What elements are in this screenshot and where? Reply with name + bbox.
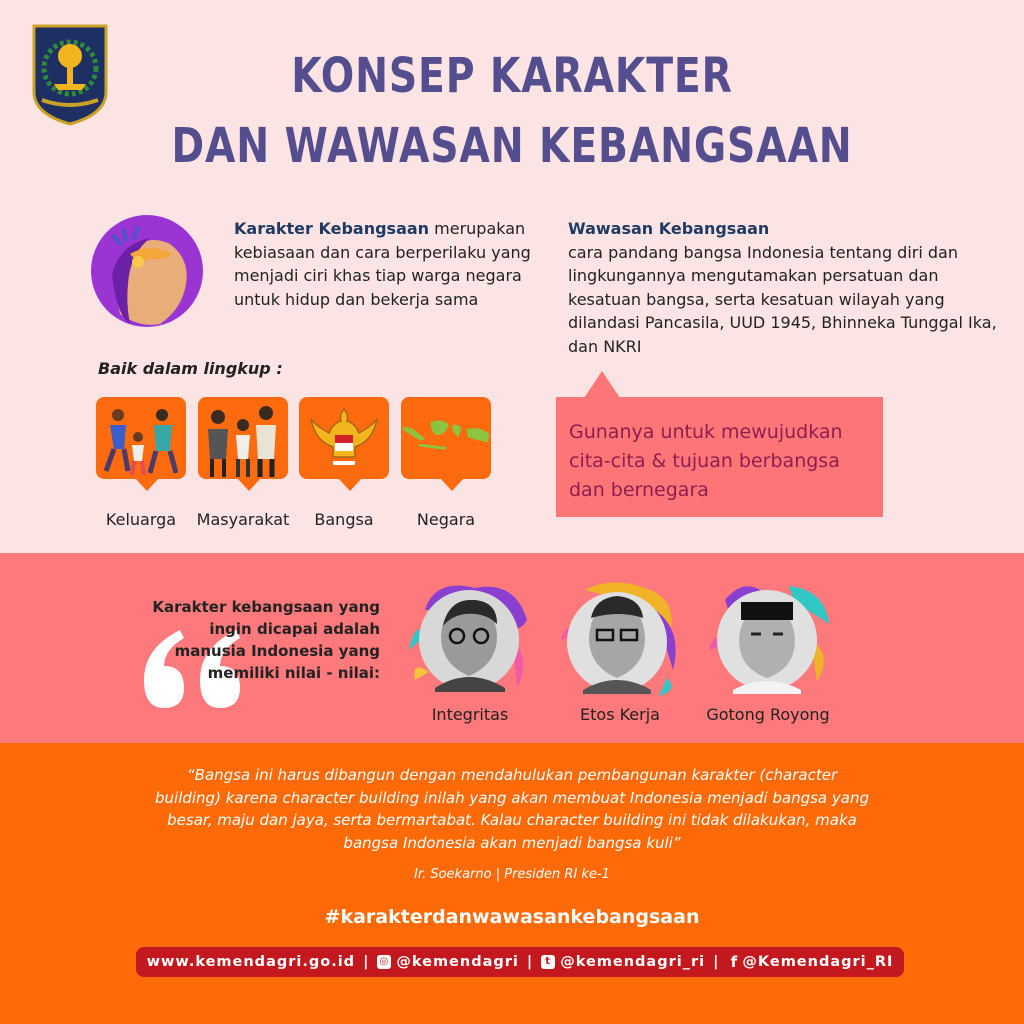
scope-community-card — [198, 397, 288, 479]
scope-label-bangsa: Bangsa — [314, 510, 374, 529]
karakter-term: Karakter Kebangsaan — [234, 219, 430, 238]
portrait-gotong-royong — [705, 580, 835, 700]
footer-social-bar — [136, 947, 904, 977]
instagram-icon: ◎ — [377, 955, 391, 969]
quote-author: Ir. Soekarno | Presiden RI ke-1 — [414, 867, 610, 882]
garuda-icon — [299, 397, 389, 479]
indonesia-map-icon — [401, 397, 491, 479]
wawasan-definition: cara pandang bangsa Indonesia tentang diri dan lingkungannya mengutamakan persatuan dan kesatuan bangsa, serta kesatuan wilayah yang dilandasi Pancasila, UUD 1945, Bhinneka Tunggal Ika, dan NKRI — [568, 242, 997, 356]
purpose-text: Gunanya untuk mewujudkan cita-cita & tujuan berbangsa dan bernegara — [569, 421, 843, 501]
separator: | — [363, 954, 370, 970]
twitter-icon: t — [541, 955, 555, 969]
separator: | — [526, 954, 534, 970]
facebook-icon: f — [730, 953, 739, 971]
scope-label-negara: Negara — [416, 510, 476, 529]
instagram-handle[interactable]: @kemendagri — [396, 954, 519, 970]
value-label-integritas: Integritas — [431, 705, 509, 724]
purpose-callout — [556, 397, 883, 517]
portrait-etos-kerja — [555, 580, 685, 700]
scope-nation-card — [299, 397, 389, 479]
scope-family-card — [96, 397, 186, 479]
scope-label-keluarga: Keluarga — [105, 510, 177, 529]
scope-heading: Baik dalam lingkup : — [98, 359, 283, 378]
portrait-integritas — [405, 580, 535, 700]
value-label-gotong-royong: Gotong Royong — [706, 705, 830, 724]
community-icon — [198, 397, 288, 479]
wawasan-kebangsaan-paragraph — [568, 217, 1008, 358]
scope-label-masyarakat: Masyarakat — [196, 510, 290, 529]
character-face-illustration — [90, 214, 204, 328]
hashtag[interactable]: #karakterdanwawasankebangsaan — [324, 906, 700, 928]
title-line-1: KONSEP KARAKTER — [291, 48, 733, 104]
wawasan-term: Wawasan Kebangsaan — [568, 219, 770, 238]
soekarno-quote — [0, 764, 1024, 854]
quote-text: “Bangsa ini harus dibangun dengan mendahulukan pembangunan karakter (character building) karena character building inilah yang akan membuat Indonesia menjadi bangsa yang besar, maju dan jaya, serta bermartabat. Kalau character building ini tidak dilakukan, maka bangsa Indonesia akan menjadi bangsa kuli” — [155, 766, 869, 852]
separator: | — [713, 954, 720, 970]
values-intro: Karakter kebangsaan yang ingin dicapai adalah manusia Indonesia yang memiliki nilai - nilai: — [152, 598, 380, 682]
title-line-2: DAN WAWASAN KEBANGSAAN — [171, 118, 853, 174]
website-link[interactable]: www.kemendagri.go.id — [146, 954, 356, 970]
facebook-handle[interactable]: @Kemendagri_RI — [742, 954, 894, 970]
family-icon — [96, 397, 186, 479]
scope-state-card — [401, 397, 491, 479]
twitter-handle[interactable]: @kemendagri_ri — [560, 954, 706, 970]
karakter-definition: merupakan kebiasaan dan cara berperilaku yang menjadi ciri khas tiap warga negara untuk hidup dan bekerja sama — [234, 219, 531, 309]
value-label-etos-kerja: Etos Kerja — [580, 705, 660, 724]
karakter-kebangsaan-paragraph — [234, 217, 544, 311]
